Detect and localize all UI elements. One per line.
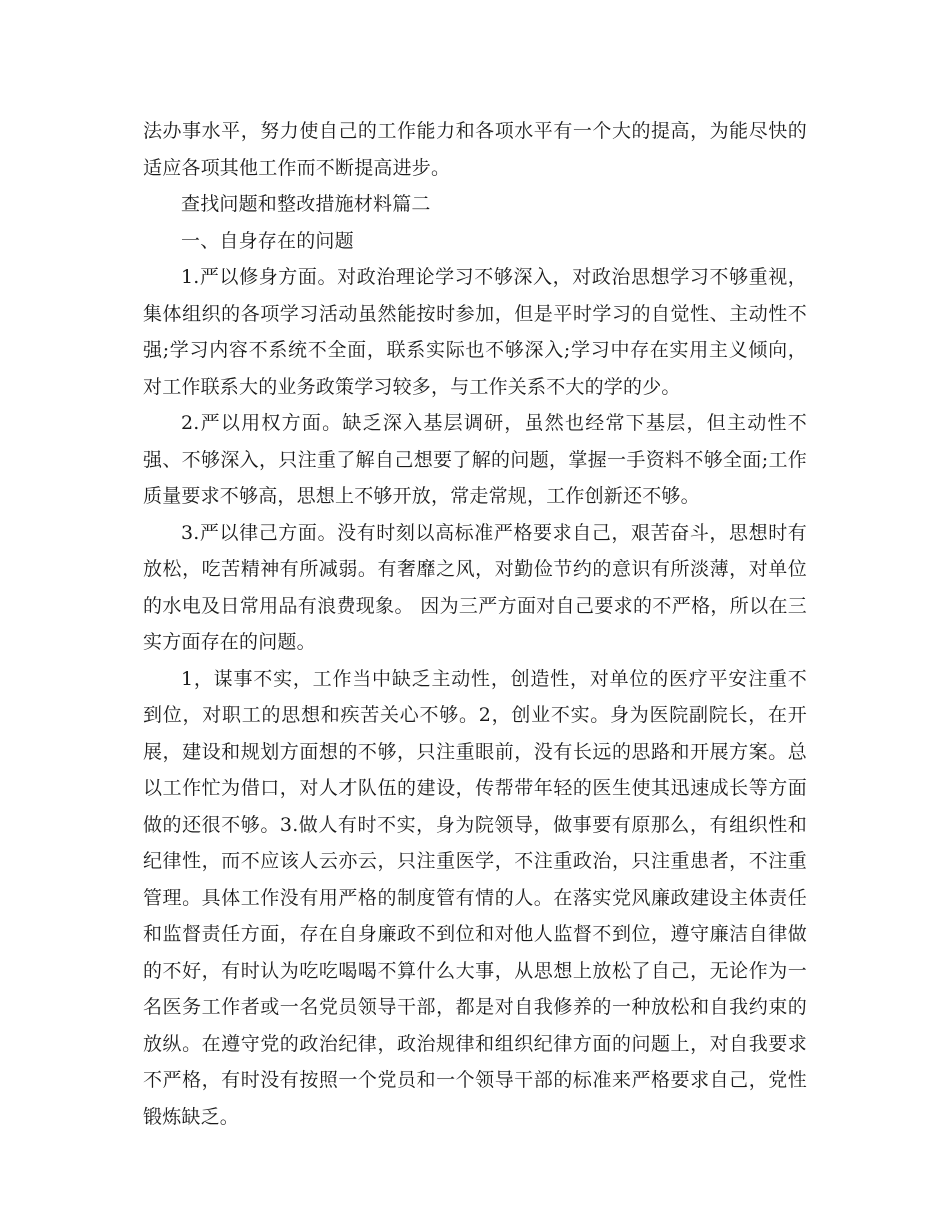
section-heading: 一、自身存在的问题 [181,229,354,252]
paragraph-item-2: 2.严以用权方面。缺乏深入基层调研，虽然也经常下基层，但主动性不强、不够深入，只注重了解自己想要了解的问题，掌握一手资料不够全面;工作质量要求不够高，思想上不够开放，常走常规，工作创新还不够。 [143,412,807,507]
paragraph-item-1: 1.严以修身方面。对政治理论学习不够深入，对政治思想学习不够重视，集体组织的各项学习活动虽然能按时参加，但是平时学习的自觉性、主动性不强;学习内容不系统不全面，联系实际也不够深入;学习中存在实用主义倾向，对工作联系大的业务政策学习较多，与工作关系不大的学的少。 [143,266,807,398]
section-title: 查找问题和整改措施材料篇二 [181,193,431,215]
paragraph-item-4: 1，谋事不实，工作当中缺乏主动性，创造性，对单位的医疗平安注重不到位，对职工的思想和疾苦关心不够。2，创业不实。身为医院副院长，在开展，建设和规划方面想的不够，只注重眼前，没有长远的思路和开展方案。总以工作忙为借口，对人才队伍的建设，传帮带年轻的医生使其迅速成长等方面做的还很不够。3.做人有时不实，身为院领导，做事要有原那么，有组织性和纪律性，而不应该人云亦云，只注重医学，不注重政治，只注重患者，不注重管理。具体工作没有用严格的制度管有情的人。在落实党风廉政建设主体责任和监督责任方面，存在自身廉政不到位和对他人监督不到位，遵守廉洁自律做的不好，有时认为吃吃喝喝不算什么大事，从思想上放松了自己，无论作为一名医务工作者或一名党员领导干部，都是对自我修养的一种放松和自我约束的放纵。在遵守党的政治纪律，政治规律和组织纪律方面的问题上，对自我要求不严格，有时没有按照一个党员和一个领导干部的标准来严格要求自己，党性锻炼缺乏。 [143,667,807,1128]
paragraph-item-3: 3.严以律己方面。没有时刻以高标准严格要求自己，艰苦奋斗，思想时有放松，吃苦精神有所减弱。有奢靡之风，对勤俭节约的意识有所淡薄，对单位的水电及日常用品有浪费现象。 因为三严方面对自己要求的不严格，所以在三实方面存在的问题。 [143,521,807,653]
paragraph-continuation: 法办事水平，努力使自己的工作能力和各项水平有一个大的提高，为能尽快的适应各项其他工作而不断提高进步。 [143,120,807,179]
document-body [143,113,807,1135]
